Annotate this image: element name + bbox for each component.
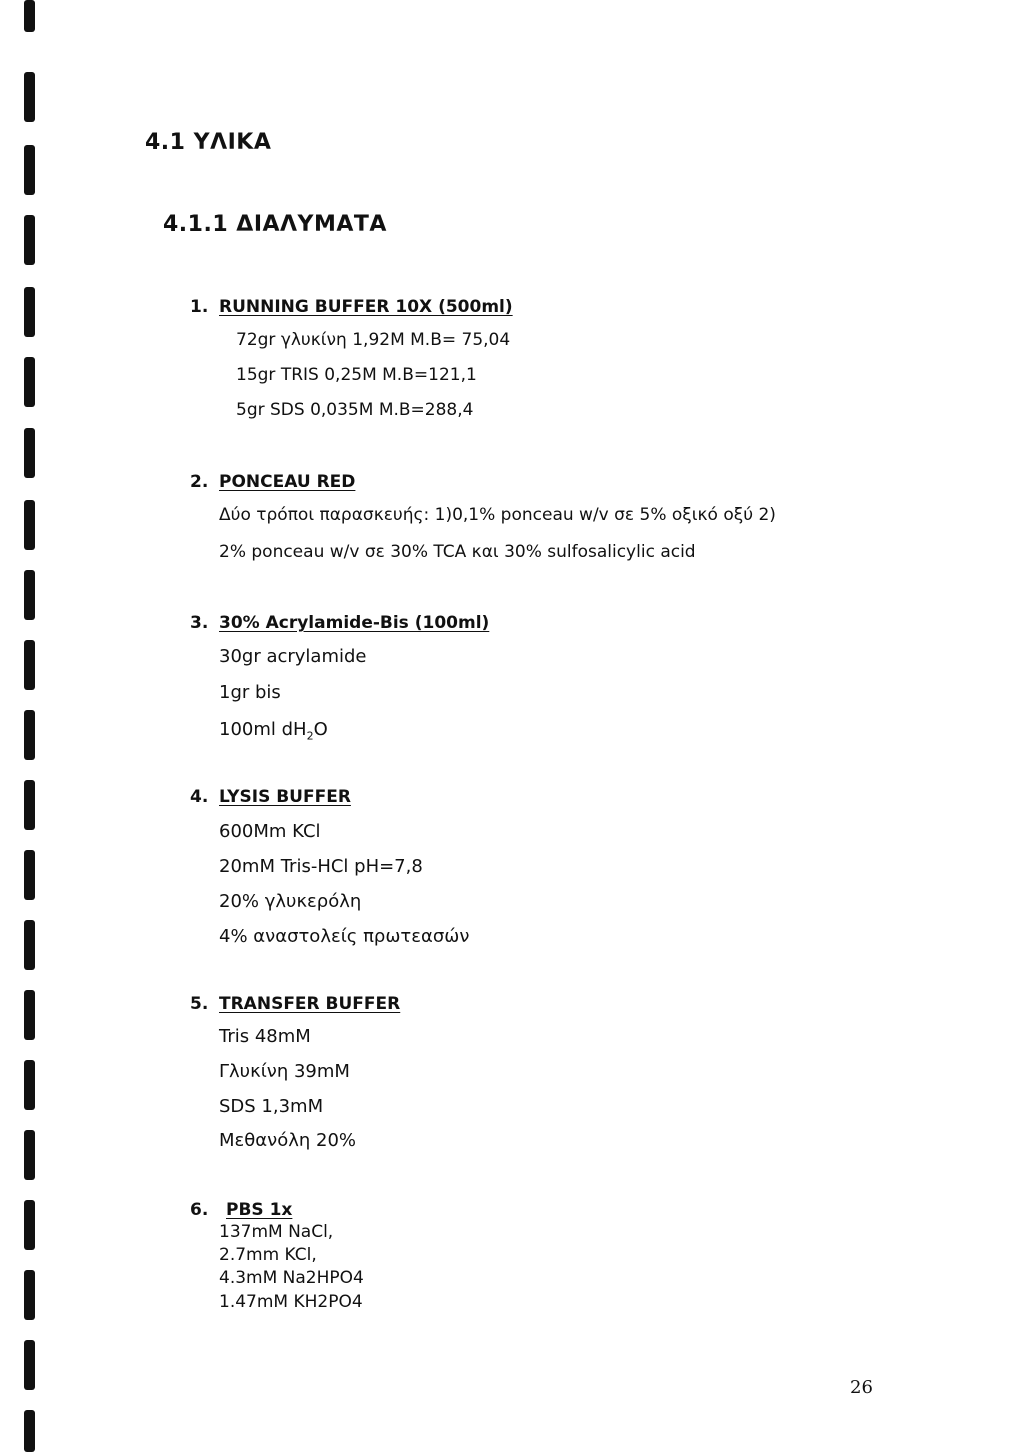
item-line: 5gr SDS 0,035M M.B=288,4: [236, 400, 474, 420]
item-line: 20mM Tris-HCl pH=7,8: [219, 856, 423, 877]
binding-hole: [24, 500, 35, 550]
item-line: Γλυκίνη 39mM: [219, 1061, 350, 1082]
item-line: Μεθανόλη 20%: [219, 1130, 356, 1151]
item-number: 4.: [190, 787, 209, 807]
item-number: 3.: [190, 613, 209, 633]
binding-hole: [24, 215, 35, 265]
binding-hole: [24, 1340, 35, 1390]
item-title: RUNNING BUFFER 10X (500ml): [219, 297, 513, 317]
page-number: 26: [850, 1377, 873, 1398]
item-title: LYSIS BUFFER: [219, 787, 351, 807]
item-number: 6.: [190, 1200, 209, 1220]
item-line: 2% ponceau w/v σε 30% TCA και 30% sulfosalicylic acid: [219, 542, 696, 562]
item-number: 1.: [190, 297, 209, 317]
item-line-water: [219, 719, 328, 743]
subsection-heading: 4.1.1 ΔΙΑΛΥΜΑΤΑ: [163, 212, 387, 237]
water-subscript: 2: [306, 729, 314, 743]
item-title: 30% Acrylamide-Bis (100ml): [219, 613, 490, 633]
item-line: 1gr bis: [219, 682, 281, 703]
item-line: 15gr TRIS 0,25M M.B=121,1: [236, 365, 477, 385]
item-line: 72gr γλυκίνη 1,92M M.B= 75,04: [236, 330, 511, 350]
water-prefix: 100ml dH: [219, 719, 307, 740]
item-line: 600Mm KCl: [219, 821, 321, 842]
binding-hole: [24, 287, 35, 337]
item-line: 30gr acrylamide: [219, 646, 367, 667]
binding-hole: [24, 640, 35, 690]
item-line: SDS 1,3mM: [219, 1096, 324, 1117]
item-line: 137mM NaCl,: [219, 1222, 334, 1242]
section-heading: 4.1 ΥΛΙΚΑ: [145, 130, 272, 155]
item-title: PBS 1x: [226, 1200, 293, 1220]
item-number: 2.: [190, 472, 209, 492]
binding-hole: [24, 1270, 35, 1320]
item-line: 4% αναστολείς πρωτεασών: [219, 926, 470, 947]
item-line: 4.3mM Na2HPO4: [219, 1268, 364, 1288]
item-title: TRANSFER BUFFER: [219, 994, 401, 1014]
binding-hole: [24, 1410, 35, 1452]
binding-hole: [24, 1130, 35, 1180]
item-number: 5.: [190, 994, 209, 1014]
binding-hole: [24, 72, 35, 122]
binding-edge: [0, 0, 50, 1452]
binding-hole: [24, 145, 35, 195]
item-line: Δύο τρόποι παρασκευής: 1)0,1% ponceau w/v σε 5% οξικό οξύ 2): [219, 505, 776, 525]
binding-hole: [24, 850, 35, 900]
water-suffix: O: [313, 719, 328, 740]
item-line: 20% γλυκερόλη: [219, 891, 362, 912]
item-line: Tris 48mM: [219, 1026, 311, 1047]
binding-hole: [24, 710, 35, 760]
binding-hole: [24, 780, 35, 830]
binding-hole: [24, 428, 35, 478]
binding-hole: [24, 0, 35, 32]
binding-hole: [24, 920, 35, 970]
item-title: PONCEAU RED: [219, 472, 356, 492]
binding-hole: [24, 990, 35, 1040]
item-line: 2.7mm KCl,: [219, 1245, 317, 1265]
binding-hole: [24, 570, 35, 620]
binding-hole: [24, 1200, 35, 1250]
binding-hole: [24, 357, 35, 407]
binding-hole: [24, 1060, 35, 1110]
item-line: 1.47mM KH2PO4: [219, 1292, 363, 1312]
